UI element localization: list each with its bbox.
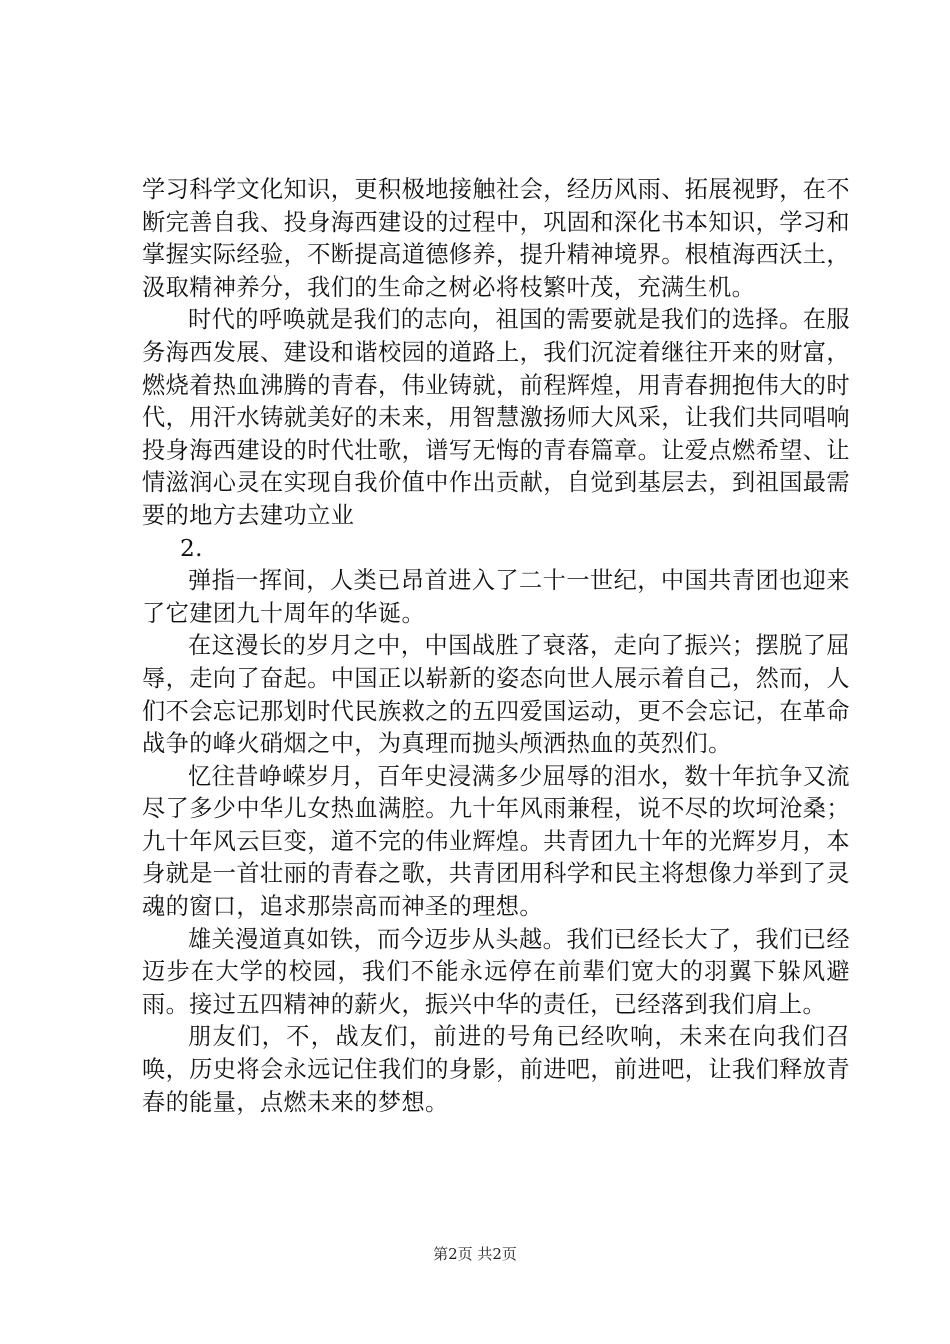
paragraph: 在这漫长的岁月之中，中国战胜了衰落，走向了振兴；摆脱了屈辱，走向了奋起。中国正以崭新的姿态向世人展示着自己，然而，人们不会忘记那划时代民族救之的五四爱国运动，更不会忘记，在革命战争的峰火硝烟之中，为真理而抛头颅洒热血的英烈们。	[142, 632, 850, 758]
paragraph: 弹指一挥间，人类已昂首进入了二十一世纪，中国共青团也迎来了它建团九十周年的华诞。	[142, 567, 850, 627]
paragraph: 朋友们，不，战友们，前进的号角已经吹响，未来在向我们召唤，历史将会永远记住我们的身影，前进吧，前进吧，让我们释放青春的能量，点燃未来的梦想。	[142, 1023, 850, 1116]
document-body	[142, 174, 850, 1119]
paragraph: 雄关漫道真如铁，而今迈步从头越。我们已经长大了，我们已经迈步在大学的校园，我们不能永远停在前辈们宽大的羽翼下躲风避雨。接过五四精神的薪火，振兴中华的责任，已经落到我们肩上。	[142, 925, 850, 1018]
paragraph-continuation: 学习科学文化知识，更积极地接触社会，经历风雨、拓展视野，在不断完善自我、投身海西建设的过程中，巩固和深化书本知识，学习和掌握实际经验，不断提高道德修养，提升精神境界。根植海西沃土，汲取精神养分，我们的生命之树必将枝繁叶茂，充满生机。	[142, 176, 850, 301]
paragraph: 忆往昔峥嵘岁月，百年史浸满多少屈辱的泪水，数十年抗争又流尽了多少中华儿女热血满腔。九十年风雨兼程，说不尽的坎坷沧桑；九十年风云巨变，道不完的伟业辉煌。共青团九十年的光辉岁月，本身就是一首壮丽的青春之歌，共青团用科学和民主将想像力举到了灵魂的窗口，追求那崇高而神圣的理想。	[142, 762, 850, 921]
paragraph: 时代的呼唤就是我们的志向，祖国的需要就是我们的选择。在服务海西发展、建设和谐校园的道路上，我们沉淀着继往开来的财富，燃烧着热血沸腾的青春，伟业铸就，前程辉煌，用青春拥抱伟大的时代，用汗水铸就美好的未来，用智慧激扬师大风采，让我们共同唱响投身海西建设的时代壮歌，谱写无悔的青春篇章。让爱点燃希望、让情滋润心灵在实现自我价值中作出贡献，自觉到基层去，到祖国最需要的地方去建功立业	[142, 306, 850, 529]
page-number-footer: 第2页 共2页	[433, 1245, 517, 1263]
section-number: 2.	[180, 534, 203, 562]
